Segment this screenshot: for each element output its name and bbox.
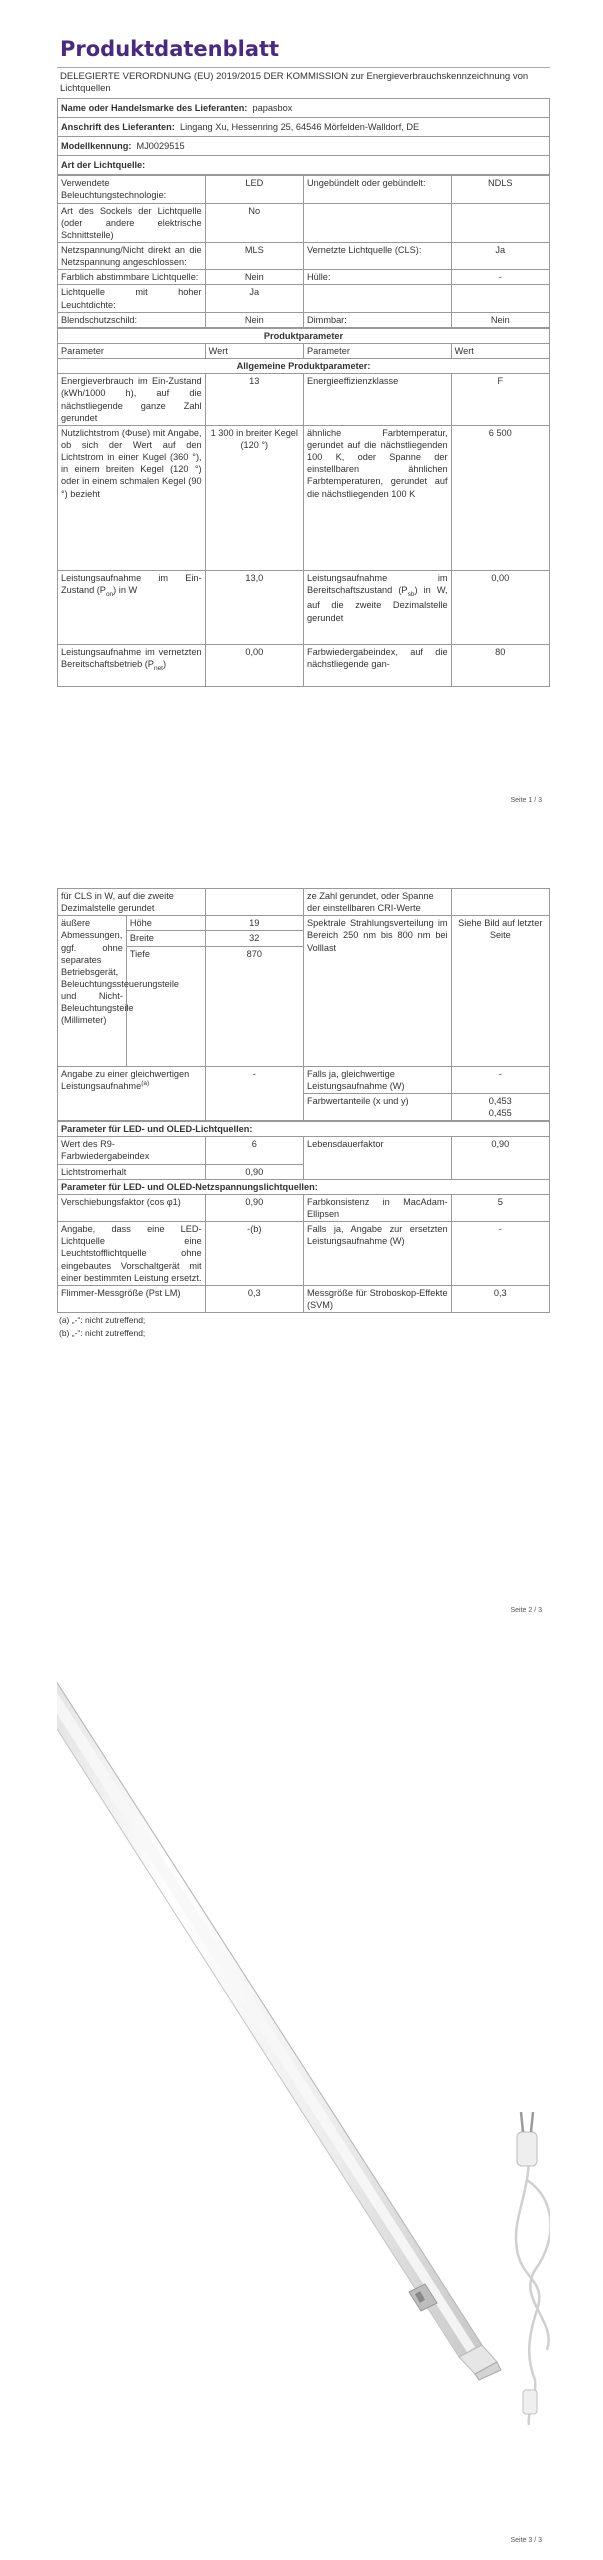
supplier-label: Name oder Handelsmarke des Lieferanten: [61, 102, 248, 113]
page-1 [57, 36, 550, 816]
light-bar [57, 1628, 501, 2380]
chroma-x: 0,453 [488, 1095, 512, 1106]
equivalent-label [58, 1066, 206, 1121]
type-row-0 [58, 176, 550, 203]
pf-row [58, 1194, 550, 1221]
energy-value: 13 [205, 374, 303, 426]
general-row-1 [58, 425, 550, 570]
led-title: Parameter für LED- und OLED-Lichtquellen: [58, 1122, 550, 1137]
life-label: Lebensdauerfaktor [303, 1137, 451, 1179]
type-label-1b [303, 203, 451, 242]
page-2 [57, 888, 550, 1658]
col-param: Parameter [58, 344, 206, 359]
power-cable [516, 2160, 550, 2425]
standby-text: Leistungsaufnahme im Bereitschaftszustand (P [306, 572, 448, 596]
maintenance-label: Lichtstromerhalt [58, 1164, 206, 1179]
type-value-0: LED [205, 176, 303, 203]
flux-label: Nutzlichtstrom (Φuse) mit Angabe, ob sich der Wert auf den Lichtstrom in einer Kugel (360 °), in einem breiten Kegel (120 °) oder in einem schmalen Kegel (90 °) bezieht [58, 425, 206, 570]
replace-power-value: - [451, 1222, 549, 1286]
page-number: Seite 2 / 3 [510, 1607, 542, 1614]
standby-value: 0,00 [451, 570, 549, 644]
params-table [57, 328, 550, 687]
continuation-empty [205, 889, 303, 916]
dimension-row [58, 916, 550, 931]
type-value-5b: Nein [451, 312, 549, 327]
spectral-value: Siehe Bild auf letzter Seite [451, 916, 549, 1066]
equivalent-power-label: Falls ja, gleichwertige Leistungsaufnahme (W) [303, 1066, 451, 1093]
cri-label: Farbwiedergabeindex, auf die nächstliegende gan- [303, 644, 451, 686]
r9-label: Wert des R9-Farbwiedergabeindex [58, 1137, 206, 1164]
pf-label: Verschiebungsfaktor (cos φ1) [58, 1194, 206, 1221]
address-label: Anschrift des Lieferanten: [61, 121, 175, 132]
power-on-label [58, 570, 206, 644]
type-value-2b: Ja [451, 243, 549, 270]
net-standby-label [58, 644, 206, 686]
stroboscopic-label: Messgröße für Stroboskop-Effekte (SVM) [303, 1285, 451, 1312]
dim-width-value: 32 [205, 931, 303, 946]
maintenance-value: 0,90 [205, 1164, 303, 1179]
page2-table-top [57, 888, 550, 1121]
regulation-intro: DELEGIERTE VERORDNUNG (EU) 2019/2015 DER KOMMISSION zur Energieverbrauchskennzeichnung von Lichtquellen [60, 70, 529, 95]
params-title: Produktparameter [58, 328, 550, 343]
page-title: Produktdatenblatt [57, 36, 550, 68]
general-title: Allgemeine Produktparameter: [58, 359, 550, 374]
flicker-value: 0,3 [205, 1285, 303, 1312]
supplier-value: papasbox [252, 102, 293, 113]
power-on-sub: on [105, 590, 114, 598]
led-light-bar-photo [57, 1620, 550, 2440]
type-value-5: Nein [205, 312, 303, 327]
continuation-right: ze Zahl gerundet, oder Spanne der einstellbaren CRI-Werte [303, 889, 451, 916]
type-row-3 [58, 270, 550, 285]
equivalent-row [58, 1066, 550, 1093]
model-label: Modellkennung: [61, 141, 132, 152]
type-label: Art der Lichtquelle: [61, 160, 146, 171]
page-number: Seite 1 / 3 [510, 797, 542, 804]
macadam-label: Farbkonsistenz in MacAdam-Ellipsen [303, 1194, 451, 1221]
type-label-0b: Ungebündelt oder gebündelt: [303, 176, 451, 203]
replace-label: Angabe, dass eine LED-Lichtquelle eine Leuchtstofflichtquelle ohne eingebautes Vorschaltgerät mit einer bestimmten Leistung ersetzt. [58, 1222, 206, 1286]
net-standby-unit: ) [163, 659, 167, 670]
type-label-5: Blendschutzschild: [58, 312, 206, 327]
type-value-1: No [205, 203, 303, 242]
spectral-label: Spektrale Strahlungsverteilung im Bereich 250 nm bis 800 nm bei Volllast [303, 916, 451, 1066]
type-label-0: Verwendete Beleuchtungstechnologie: [58, 176, 206, 203]
dim-width-label: Breite [126, 931, 205, 946]
pf-value: 0,90 [205, 1194, 303, 1221]
supplier-row [58, 98, 550, 117]
dim-depth-label: Tiefe [126, 946, 205, 1066]
type-row [58, 156, 550, 175]
inline-connector-icon [523, 2390, 537, 2414]
col-param-2: Parameter [303, 344, 451, 359]
continuation-left: für CLS in W, auf die zweite Dezimalstelle gerundet [58, 889, 206, 916]
chroma-label: Farbwertanteile (x und y) [303, 1093, 451, 1120]
type-row-5 [58, 312, 550, 327]
standby-label [303, 570, 451, 644]
dimension-label: äußere Abmessungen, ggf. ohne separates Betriebsgerät, Beleuchtungssteuerungsteile und Nicht-Beleuchtungsteile (Millimeter) [58, 916, 127, 1066]
cct-value: 6 500 [451, 425, 549, 570]
type-row-4 [58, 285, 550, 312]
continuation-row [58, 889, 550, 916]
stroboscopic-value: 0,3 [451, 1285, 549, 1312]
standby-sub: sb [407, 590, 415, 598]
r9-value: 6 [205, 1137, 303, 1164]
type-value-0b: NDLS [451, 176, 549, 203]
type-label-2b: Vernetzte Lichtquelle (CLS): [303, 243, 451, 270]
type-value-4: Ja [205, 285, 303, 312]
type-label-4b [303, 285, 451, 312]
type-value-2: MLS [205, 243, 303, 270]
power-on-text: Leistungsaufnahme im Ein-Zustand (P [61, 572, 202, 596]
flicker-label: Flimmer-Messgröße (Pst LM) [58, 1285, 206, 1312]
page2-table-led [57, 1121, 550, 1313]
general-row-0 [58, 374, 550, 426]
model-value: MJ0029515 [136, 141, 185, 152]
replace-row [58, 1222, 550, 1286]
page-3 [57, 1620, 550, 2560]
type-label-2: Netzspannung/Nicht direkt an die Netzspannung angeschlossen: [58, 243, 206, 270]
flicker-row [58, 1285, 550, 1312]
footnote-a: (a) „-“: nicht zutreffend; [59, 1315, 146, 1326]
efficiency-label: Energieeffizienzklasse [303, 374, 451, 426]
net-standby-value: 0,00 [205, 644, 303, 686]
type-label-5b: Dimmbar: [303, 312, 451, 327]
net-standby-sub: net [153, 664, 163, 672]
cri-value: 80 [451, 644, 549, 686]
dim-depth-value: 870 [205, 946, 303, 1066]
power-row [58, 570, 550, 644]
supplier-table [57, 98, 550, 176]
replace-value: -(b) [205, 1222, 303, 1286]
address-value: Lingang Xu, Hessenring 25, 64546 Mörfelden-Walldorf, DE [179, 121, 420, 132]
continuation-empty-2 [451, 889, 549, 916]
model-row [58, 137, 550, 156]
footnote-b: (b) „-“: nicht zutreffend; [59, 1328, 146, 1339]
equivalent-sup: (a) [141, 1079, 150, 1087]
power-on-unit: ) in W [113, 585, 138, 596]
life-value: 0,90 [451, 1137, 549, 1179]
macadam-value: 5 [451, 1194, 549, 1221]
cct-label: ähnliche Farbtemperatur, gerundet auf die nächstliegenden 100 K, oder Spanne der einstellbaren ähnlichen Farbtemperaturen, gerundet auf die nächstliegenden 100 K [303, 425, 451, 570]
power-on-value: 13,0 [205, 570, 303, 644]
type-label-1: Art des Sockels der Lichtquelle (oder andere elektrische Schnittstelle) [58, 203, 206, 242]
type-value-4b [451, 285, 549, 312]
net-standby-text: Leistungsaufnahme im vernetzten Bereitschaftsbetrieb (P [61, 646, 202, 670]
plug-icon [517, 2112, 537, 2166]
type-value-3: Nein [205, 270, 303, 285]
chroma-y: 0,455 [488, 1107, 512, 1118]
col-value: Wert [205, 344, 303, 359]
efficiency-value: F [451, 374, 549, 426]
col-value-2: Wert [451, 344, 549, 359]
page-number: Seite 3 / 3 [510, 2537, 542, 2544]
type-label-3b: Hülle: [303, 270, 451, 285]
replace-power-label: Falls ja, Angabe zur ersetzten Leistungsaufnahme (W) [303, 1222, 451, 1286]
dim-height-label: Höhe [126, 916, 205, 931]
energy-label: Energieverbrauch im Ein-Zustand (kWh/1000 h), auf die nächstliegende ganze Zahl gerundet [58, 374, 206, 426]
type-row-1 [58, 203, 550, 242]
type-value-1b [451, 203, 549, 242]
flux-value: 1 300 in breiter Kegel (120 °) [205, 425, 303, 570]
equivalent-power-value: - [451, 1066, 549, 1093]
mains-title: Parameter für LED- und OLED-Netzspannungslichtquellen: [58, 1179, 550, 1194]
equivalent-text: Angabe zu einer gleichwertigen Leistungsaufnahme [61, 1068, 190, 1091]
equivalent-value: - [205, 1066, 303, 1121]
type-table [57, 175, 550, 328]
net-standby-row [58, 644, 550, 686]
r9-row [58, 1137, 550, 1164]
type-row-2 [58, 243, 550, 270]
chroma-values [451, 1093, 549, 1120]
standby-unit: ) in W, auf die zweite Dezimalstelle gerundet [306, 585, 448, 623]
type-label-3: Farblich abstimmbare Lichtquelle: [58, 270, 206, 285]
type-value-3b: - [451, 270, 549, 285]
type-label-4: Lichtquelle mit hoher Leuchtdichte: [58, 285, 206, 312]
dim-height-value: 19 [205, 916, 303, 931]
address-row [58, 117, 550, 136]
